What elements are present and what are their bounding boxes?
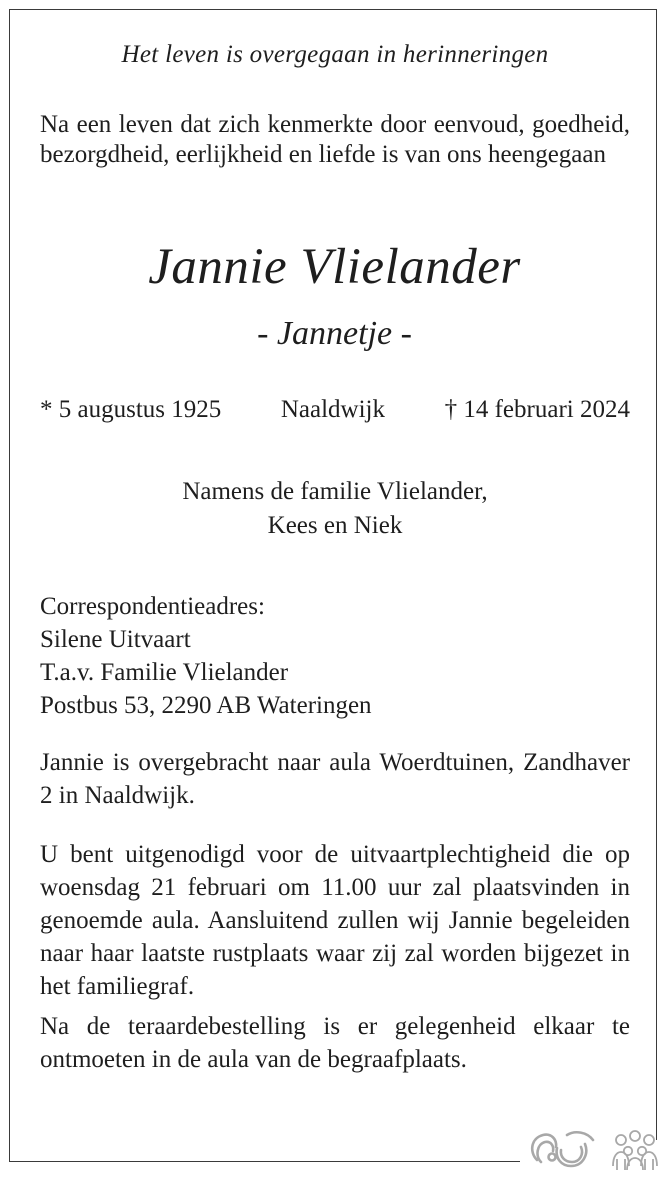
address-line-3: Postbus 53, 2290 AB Wateringen [40, 692, 372, 719]
death-date: † 14 februari 2024 [444, 396, 630, 423]
deceased-name: Jannie Vlielander [148, 239, 521, 295]
birth-date: * 5 augustus 1925 [40, 396, 222, 423]
location-text: Jannie is overgebracht naar aula Woerdtuinen, Zandhaver 2 in Naaldwijk. [40, 749, 630, 809]
signoff [40, 475, 630, 543]
footer-logos [527, 1126, 663, 1176]
intro-text: Na een leven dat zich kenmerkte door eenvoud, goedheid, bezorgdheid, eerlijkheid en liefde is van ons heengegaan [40, 111, 630, 168]
correspondence-address [40, 590, 630, 722]
deceased-nickname: - Jannetje - [257, 315, 412, 352]
place: Naaldwijk [280, 396, 385, 423]
signoff-family: Namens de familie Vlielander, [182, 478, 488, 505]
life-dates [40, 396, 630, 424]
address-line-1: Silene Uitvaart [40, 626, 191, 653]
address-line-2: T.a.v. Familie Vlielander [40, 659, 289, 686]
correspondence-heading: Correspondentieadres: [40, 593, 265, 620]
motto: Het leven is overgegaan in herinneringen [121, 41, 549, 68]
signoff-names: Kees en Niek [267, 512, 403, 539]
condolence-text: Na de teraardebestelling is er gelegenheid elkaar te ontmoeten in de aula van de begraafplaats. [40, 1013, 630, 1073]
invitation-text: U bent uitgenodigd voor de uitvaartplechtigheid die op woensdag 21 februari om 11.00 uur zal plaatsvinden in genoemde aula. Aansluitend zullen wij Jannie begeleiden naar haar laatste rustplaats waar zij zal worden bijgezet in het familiegraf. [40, 841, 630, 1000]
people-group-logo-icon [613, 1131, 657, 1170]
funeral-organization-logo-icon [532, 1132, 593, 1166]
